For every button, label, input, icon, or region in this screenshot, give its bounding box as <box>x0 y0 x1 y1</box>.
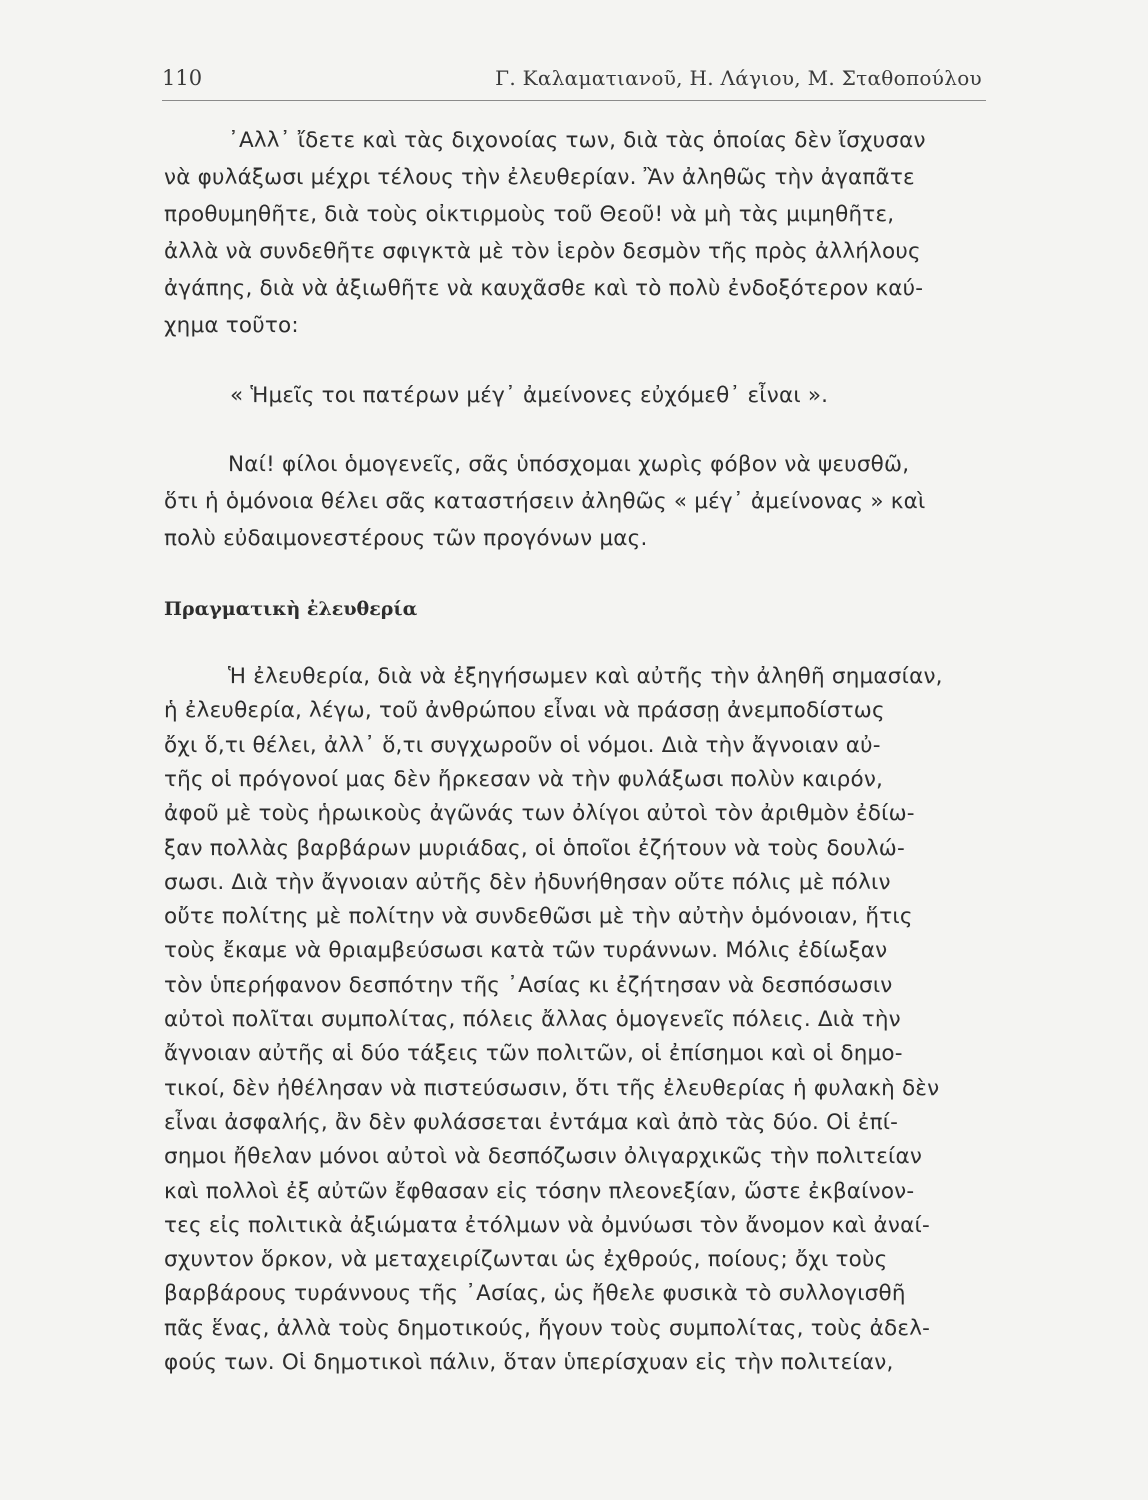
text-line: οὔτε πολίτης μὲ πολίτην νὰ συνδεθῶσι μὲ τὴν αὐτὴν ὁμόνοιαν, ἥτις <box>164 904 913 930</box>
text-line: τῆς οἱ πρόγονοί μας δὲν ἤρκεσαν νὰ τὴν φυλάξωσι πολὺν καιρόν, <box>164 766 884 792</box>
text-line: νὰ φυλάξωσι μέχρι τέλους τὴν ἐλευθερίαν. Ἂν ἀληθῶς τὴν ἀγαπᾶτε <box>164 165 915 190</box>
text-line: ἀφοῦ μὲ τοὺς ἡρωικοὺς ἀγῶνάς των ὀλίγοι αὐτοὶ τὸν ἀριθμὸν ἐδίω- <box>164 801 915 827</box>
text-line: ξαν πολλὰς βαρβάρων μυριάδας, οἱ ὁποῖοι ἐζήτουν νὰ τοὺς δουλώ- <box>164 835 905 861</box>
text-line: σημοι ἤθελαν μόνοι αὐτοὶ νὰ δεσπόζωσιν ὀλιγαρχικῶς τὴν πολιτείαν <box>164 1144 923 1170</box>
text-line: ἀλλὰ νὰ συνδεθῆτε σφιγκτὰ μὲ τὸν ἱερὸν δεσμὸν τῆς πρὸς ἀλλήλους <box>164 239 921 264</box>
text-line: Ναί! φίλοι ὁμογενεῖς, σᾶς ὑπόσχομαι χωρὶς φόβον νὰ ψευσθῶ, <box>228 452 910 477</box>
text-line: ᾽Αλλ᾽ ἴδετε καὶ τὰς διχονοίας των, διὰ τὰς ὁποίας δὲν ἴσχυσαν <box>228 128 926 153</box>
text-line: ὅτι ἡ ὁμόνοια θέλει σᾶς καταστήσειν ἀληθῶς « μέγ᾽ ἀμείνονας » καὶ <box>164 489 926 514</box>
quote-line: « Ἡμεῖς τοι πατέρων μέγ᾽ ἀμείνονες εὐχόμεθ᾽ εἶναι ». <box>230 383 829 408</box>
text-line: σωσι. Διὰ τὴν ἄγνοιαν αὐτῆς δὲν ἠδυνήθησαν οὔτε πόλις μὲ πόλιν <box>164 869 891 895</box>
text-line: Ἡ ἐλευθερία, διὰ νὰ ἐξηγήσωμεν καὶ αὐτῆς τὴν ἀληθῆ σημασίαν, <box>228 664 943 689</box>
page-number: 110 <box>162 66 203 90</box>
text-line: αὐτοὶ πολῖται συμπολίτας, πόλεις ἄλλας ὁμογενεῖς πόλεις. Διὰ τὴν <box>164 1007 901 1032</box>
page-header <box>162 66 982 102</box>
text-line: φούς των. Οἱ δημοτικοὶ πάλιν, ὅταν ὑπερίσχυαν εἰς τὴν πολιτείαν, <box>164 1350 894 1375</box>
text-line: ἄγνοιαν αὐτῆς αἱ δύο τάξεις τῶν πολιτῶν, οἱ ἐπίσημοι καὶ οἱ δημο- <box>164 1041 903 1067</box>
text-line: τοὺς ἔκαμε νὰ θριαμβεύσωσι κατὰ τῶν τυράννων. Μόλις ἐδίωξαν <box>164 938 888 964</box>
section-heading: Πραγματικὴ ἐλευθερία <box>164 598 418 620</box>
text-line: προθυμηθῆτε, διὰ τοὺς οἰκτιρμοὺς τοῦ Θεοῦ! νὰ μὴ τὰς μιμηθῆτε, <box>164 202 895 227</box>
text-line: σχυντον ὅρκον, νὰ μεταχειρίζωνται ὡς ἐχθρούς, ποίους; ὄχι τοὺς <box>164 1247 888 1273</box>
text-line: ὄχι ὅ,τι θέλει, ἀλλ᾽ ὅ,τι συγχωροῦν οἱ νόμοι. Διὰ τὴν ἄγνοιαν αὐ- <box>164 732 881 758</box>
running-head: Γ. Καλαματιανοῦ, Η. Λάγιου, Μ. Σταθοπούλου <box>495 66 982 90</box>
text-line: βαρβάρους τυράννους τῆς ᾽Ασίας, ὡς ἤθελε φυσικὰ τὸ συλλογισθῆ <box>164 1281 906 1307</box>
text-line: ἡ ἐλευθερία, λέγω, τοῦ ἀνθρώπου εἶναι νὰ πράσσῃ ἀνεμποδίστως <box>164 698 885 724</box>
text-line: χημα τοῦτο: <box>164 313 299 338</box>
text-line: καὶ πολλοὶ ἐξ αὐτῶν ἔφθασαν εἰς τόσην πλεονεξίαν, ὥστε ἐκβαίνον- <box>164 1178 915 1204</box>
text-line: τικοί, δὲν ἠθέλησαν νὰ πιστεύσωσιν, ὅτι τῆς ἐλευθερίας ἡ φυλακὴ δὲν <box>164 1075 940 1101</box>
text-line: ἀγάπης, διὰ νὰ ἀξιωθῆτε νὰ καυχᾶσθε καὶ τὸ πολὺ ἐνδοξότερον καύ- <box>164 276 924 301</box>
text-line: τὸν ὑπερήφανον δεσπότην τῆς ᾽Ασίας κι ἐζήτησαν νὰ δεσπόσωσιν <box>164 972 893 998</box>
header-rule <box>162 100 986 101</box>
text-line: εἶναι ἀσφαλής, ἂν δὲν φυλάσσεται ἐντάμα καὶ ἀπὸ τὰς δύο. Οἱ ἐπί- <box>164 1109 899 1135</box>
text-line: πᾶς ἕνας, ἀλλὰ τοὺς δημοτικούς, ἤγουν τοὺς συμπολίτας, τοὺς ἀδελ- <box>164 1315 931 1341</box>
text-line: τες εἰς πολιτικὰ ἀξιώματα ἐτόλμων νὰ ὀμνύωσι τὸν ἄνομον καὶ ἀναί- <box>164 1212 930 1238</box>
text-line: πολὺ εὐδαιμονεστέρους τῶν προγόνων μας. <box>164 526 648 551</box>
